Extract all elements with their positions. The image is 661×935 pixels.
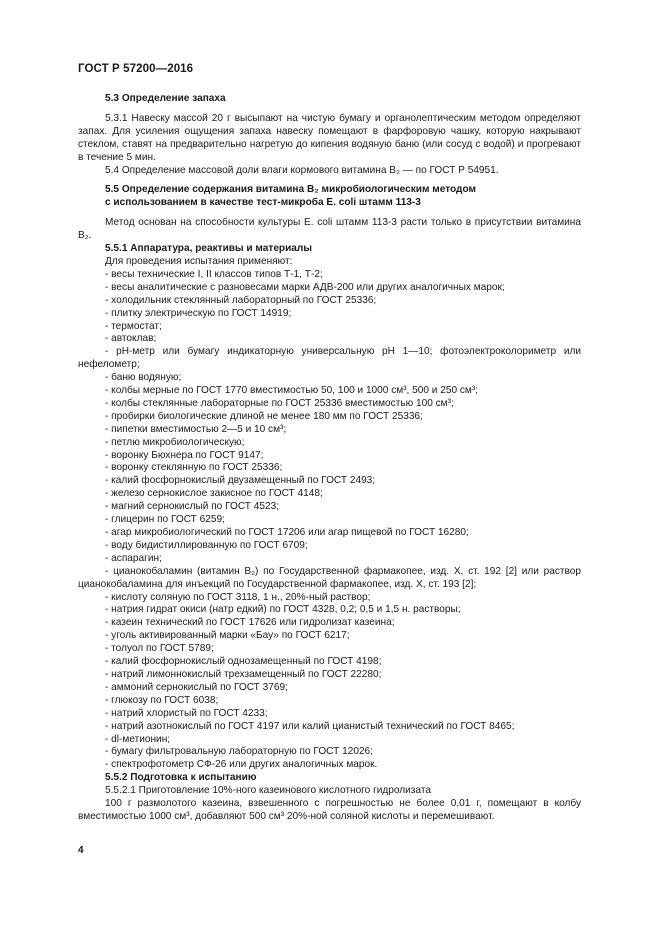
list-item: - агар микробиологический по ГОСТ 17206 или агар пищевой по ГОСТ 16280; (105, 527, 469, 538)
list-item: - пробирки биологические длиной не менее 180 мм по ГОСТ 25336; (105, 410, 423, 422)
document-header: ГОСТ Р 57200—2016 (78, 63, 194, 75)
list-item: - натрий азотнокислый по ГОСТ 4197 или калий цианистый технический по ГОСТ 8465; (105, 720, 515, 732)
paragraph-5-5-2-1-text: 100 г размолотого казеина, взвешенного с погрешностью не более 0,01 г, помещают в колбу вместимостью 1000 см³, добавляют 500 см³ 20%-ной соляной кислоты и перемешивают. (78, 798, 581, 822)
list-item: - баню водяную; (105, 372, 182, 384)
list-item: - спектрофотометр СФ-26 или других аналогичных марок. (105, 759, 378, 771)
list-item: - воронку стеклянную по ГОСТ 25336; (105, 462, 283, 474)
list-item: - калий фосфорнокислый двузамещенный по ГОСТ 2493; (105, 475, 376, 487)
section-5-5-title-line2: с использованием в качестве тест-микроба E. coli штамм 113-3 (105, 197, 421, 209)
section-5-3-title: 5.3 Определение запаха (105, 93, 226, 104)
list-item: - воронку Бюхнера по ГОСТ 9147; (105, 449, 264, 461)
list-item: - казеин технический по ГОСТ 17626 или гидролизат казеина; (105, 617, 395, 629)
list-item: - плитку электрическую по ГОСТ 14919; (105, 307, 292, 319)
list-item: - глюкозу по ГОСТ 6038; (105, 694, 219, 706)
list-item: - колбы стеклянные лабораторные по ГОСТ 25336 вместимостью 100 см³; (105, 397, 454, 409)
list-item: - цианокобаламин (витамин B₂) по Государственной фармакопее, изд. X, ст. 192 [2] или раствор цианокобаламина для инъекций по Государственной фармакопее, изд. X, ст. 193 [2]; (78, 565, 581, 590)
list-item: - холодильник стеклянный лабораторный по ГОСТ 25336; (105, 294, 377, 306)
section-5-5-title-line1: 5.5 Определение содержания витамина B₂ микробиологическим методом (105, 184, 476, 196)
list-item: - автоклав; (105, 333, 157, 345)
paragraph-5-5-2-1-title: 5.5.2.1 Приготовление 10%-ного казеинового кислотного гидролизата (105, 785, 431, 797)
document-body (78, 93, 581, 824)
paragraph-5-4: 5.4 Определение массовой доли влаги кормового витамина B₂ — по ГОСТ Р 54951. (105, 164, 499, 176)
list-item: - весы аналитические с разновесами марки АДВ-200 или других аналогичных марок; (105, 281, 505, 293)
section-5-5-2-title: 5.5.2 Подготовка к испытанию (105, 772, 257, 784)
list-item: - весы технические I, II классов типов Т-1, Т-2; (105, 268, 323, 280)
paragraph-5-5-1-intro: Для проведения испытания применяют: (105, 255, 293, 267)
list-item: - глицерин по ГОСТ 6259; (105, 514, 225, 526)
equipment-list (78, 269, 581, 772)
list-item: - уголь активированный марки «Бау» по ГОСТ 6217; (105, 630, 350, 642)
list-item: - воду бидистиллированную по ГОСТ 6709; (105, 539, 308, 551)
list-item: - аммоний сернокислый по ГОСТ 3769; (105, 681, 288, 693)
list-item: - калий фосфорнокислый однозамещенный по ГОСТ 4198; (105, 656, 382, 668)
list-item: - натрия гидрат окиси (натр едкий) по ГОСТ 4328, 0,2; 0,5 и 1,5 н. растворы; (105, 604, 461, 616)
list-item: - натрий хлористый по ГОСТ 4233; (105, 707, 268, 719)
paragraph-5-5-method: Метод основан на способности культуры E. coli штамм 113-3 расти только в присутствии витамина B₂. (78, 217, 581, 242)
list-item: - магний сернокислый по ГОСТ 4523; (105, 501, 280, 513)
list-item: - натрий лимоннокислый трехзамещенный по ГОСТ 22280; (105, 668, 382, 680)
list-item: - dl-метионин; (105, 733, 171, 745)
list-item: - толуол по ГОСТ 5789; (105, 643, 214, 655)
list-item: - железо сернокислое закисное по ГОСТ 4148; (105, 488, 323, 500)
paragraph-5-3-1: 5.3.1 Навеску массой 20 г высыпают на чистую бумагу и органолептическим методом определяют запах. Для усиления ощущения запаха навеску помещают в фарфоровую чашку, которую накрывают стеклом, ставят на предварительно нагретую до кипения водяную баню (или сосуд с водой) и прогревают в течение 5 мин. (78, 112, 581, 163)
list-item: - аспарагин; (105, 552, 162, 564)
page-number: 4 (78, 845, 84, 856)
list-item: - бумагу фильтровальную лабораторную по ГОСТ 12026; (105, 746, 373, 758)
list-item: - рН-метр или бумагу индикаторную универсальную рН 1—10; фотоэлектроколориметр или нефелометр; (78, 346, 581, 371)
section-5-5-1-title: 5.5.1 Аппаратура, реактивы и материалы (105, 243, 312, 255)
list-item: - петлю микробиологическую; (105, 436, 245, 448)
list-item: - пипетки вместимостью 2—5 и 10 см³; (105, 423, 287, 435)
list-item: - кислоту соляную по ГОСТ 3118, 1 н., 20%-ный раствор; (105, 591, 371, 603)
list-item: - колбы мерные по ГОСТ 1770 вместимостью 50, 100 и 1000 см³, 500 и 250 см³; (105, 385, 479, 397)
list-item: - термостат; (105, 320, 162, 332)
